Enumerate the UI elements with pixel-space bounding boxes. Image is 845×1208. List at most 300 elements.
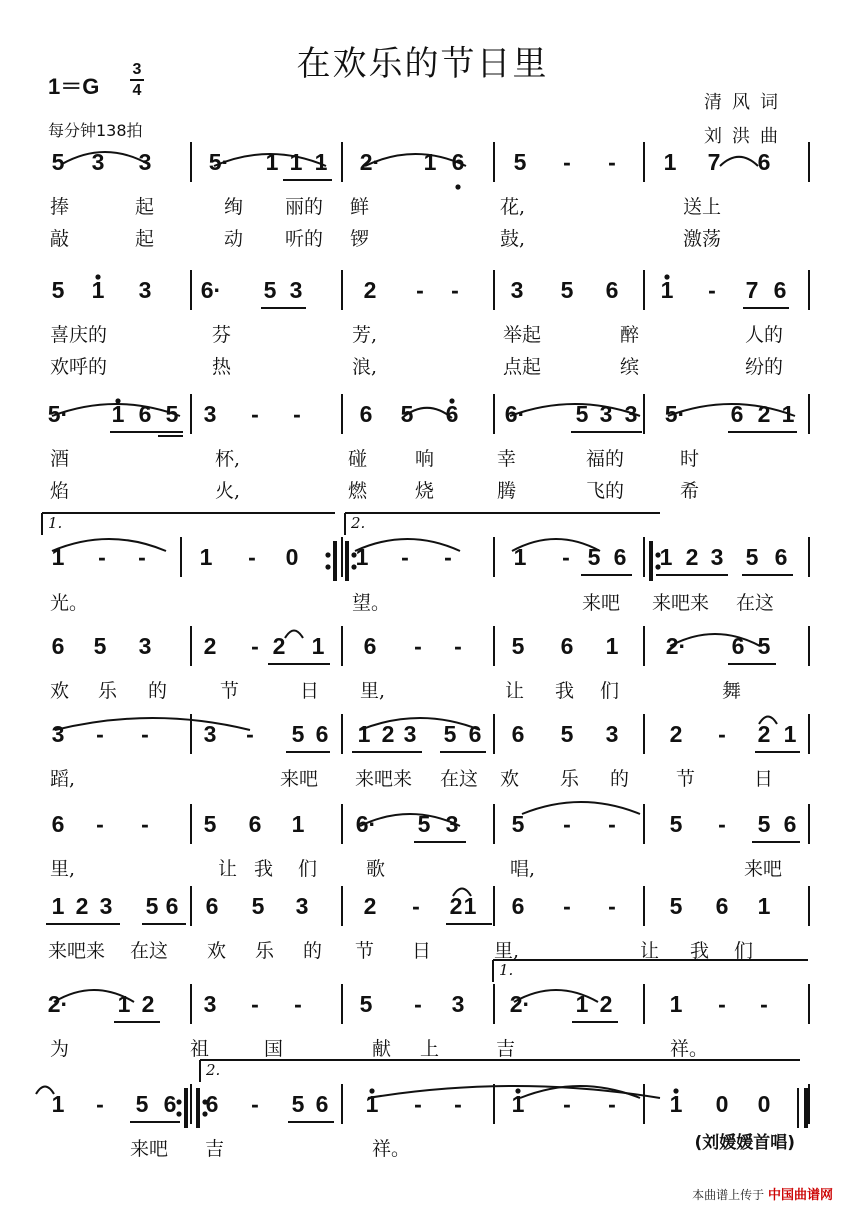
- note: 1: [669, 1091, 683, 1117]
- lyric-word: 捧: [50, 196, 70, 218]
- note: 5: [560, 721, 574, 747]
- barline: [493, 537, 495, 577]
- note: 6: [773, 277, 787, 303]
- staff-row: [0, 626, 845, 668]
- barline: [808, 270, 810, 310]
- lyric-word: 节: [676, 768, 696, 790]
- note: 3: [445, 811, 459, 837]
- note: 6: [451, 149, 465, 175]
- lyric-word: 动: [224, 228, 244, 250]
- note: 2: [685, 544, 699, 570]
- note: 6: [774, 544, 788, 570]
- note: 0: [285, 544, 299, 570]
- note: -: [608, 149, 616, 175]
- barline: [190, 886, 192, 926]
- note: 2: [363, 893, 377, 919]
- note: -: [96, 1091, 104, 1117]
- note: -: [708, 277, 716, 303]
- note: 1: [91, 277, 105, 303]
- note: 3: [295, 893, 309, 919]
- note: -: [401, 544, 409, 570]
- lyric-word: 日: [412, 940, 432, 962]
- barline: [190, 984, 192, 1024]
- lyric-word: 芳,: [352, 324, 378, 346]
- note: -: [608, 1091, 616, 1117]
- note: 1: [463, 893, 477, 919]
- note: 6: [445, 401, 459, 427]
- lyric-word: 来吧来: [652, 592, 710, 614]
- volta-label: 1.: [499, 961, 514, 979]
- lyricist-credit: 清风词: [704, 92, 788, 113]
- barline: [643, 804, 645, 844]
- lyric-word: 们: [734, 940, 754, 962]
- lyric-word: 望。: [352, 592, 391, 614]
- note: 5: [669, 811, 683, 837]
- note: 5: [757, 633, 771, 659]
- lyric-word: 歌: [366, 858, 386, 880]
- footer: [692, 1184, 833, 1203]
- barline: [341, 984, 343, 1024]
- lyric-word: 祖: [190, 1038, 210, 1060]
- note: 1: [289, 149, 303, 175]
- note: -: [246, 721, 254, 747]
- note: -: [563, 1091, 571, 1117]
- note: 3: [51, 721, 65, 747]
- note: -: [444, 544, 452, 570]
- lyric-word: 浪,: [352, 356, 378, 378]
- note: 6: [715, 893, 729, 919]
- note: 1: [513, 544, 527, 570]
- note: 3: [710, 544, 724, 570]
- note: 5·: [664, 401, 686, 427]
- note: 5: [93, 633, 107, 659]
- note: 6: [248, 811, 262, 837]
- note: 5: [135, 1091, 149, 1117]
- lyric-word: 光。: [50, 592, 89, 614]
- time-signature-bottom: 4: [132, 82, 142, 99]
- barline: [190, 394, 192, 434]
- barline: [643, 714, 645, 754]
- note: 6: [165, 893, 179, 919]
- note: 1: [51, 1091, 65, 1117]
- lyric-word: 点起: [503, 356, 542, 378]
- note: 3: [624, 401, 638, 427]
- barline: [808, 394, 810, 434]
- barline: [808, 984, 810, 1024]
- lyric-word: 里,: [50, 858, 76, 880]
- note: 5: [757, 811, 771, 837]
- note: -: [251, 401, 259, 427]
- lyric-word: 欢: [50, 680, 70, 702]
- lyric-word: 们: [600, 680, 620, 702]
- note: 5: [443, 721, 457, 747]
- note: 5: [511, 633, 525, 659]
- barline: [643, 270, 645, 310]
- note: 5: [511, 811, 525, 837]
- lyric-word: 燃: [348, 480, 368, 502]
- note: -: [248, 544, 256, 570]
- barline: [493, 714, 495, 754]
- note: 5: [575, 401, 589, 427]
- lyric-word: 芬: [212, 324, 232, 346]
- lyric-word: 听的: [285, 228, 324, 250]
- lyric-word: 腾: [497, 480, 517, 502]
- lyric-word: 的: [610, 768, 630, 790]
- note: 6: [511, 893, 525, 919]
- note: 1: [423, 149, 437, 175]
- barline: [341, 270, 343, 310]
- footer-upload-text: 本曲谱上传于: [692, 1188, 765, 1202]
- note: 3: [599, 401, 613, 427]
- barline: [643, 142, 645, 182]
- lyric-word: 的: [303, 940, 323, 962]
- lyric-word: 在这: [440, 768, 479, 790]
- note: 0: [757, 1091, 771, 1117]
- lyric-word: 来吧: [130, 1138, 169, 1160]
- barline: [493, 394, 495, 434]
- note: 6: [315, 1091, 329, 1117]
- lyric-word: 欢: [500, 768, 520, 790]
- lyric-word: 欢呼的: [50, 356, 108, 378]
- note: 1: [199, 544, 213, 570]
- barline: [180, 537, 182, 577]
- lyric-word: 里,: [494, 940, 520, 962]
- note: -: [414, 1091, 422, 1117]
- barline: [493, 1084, 495, 1124]
- lyric-word: 幸: [497, 448, 517, 470]
- note: 2: [757, 401, 771, 427]
- note: 1: [757, 893, 771, 919]
- note: 6: [363, 633, 377, 659]
- lyric-word: 节: [355, 940, 375, 962]
- note: 6: [51, 811, 65, 837]
- barline: [643, 537, 645, 577]
- lyric-word: 醉: [620, 324, 640, 346]
- note: 3: [203, 401, 217, 427]
- note: -: [451, 277, 459, 303]
- lyric-word: 祥。: [372, 1138, 411, 1160]
- lyric-word: 上: [420, 1038, 440, 1060]
- barline: [341, 142, 343, 182]
- note: 6: [163, 1091, 177, 1117]
- note: -: [412, 893, 420, 919]
- key-signature: 1＝G: [48, 74, 100, 99]
- composer-credit: 刘洪曲: [704, 126, 788, 147]
- barline: [190, 626, 192, 666]
- lyric-word: 响: [415, 448, 435, 470]
- lyric-word: 欢: [207, 940, 227, 962]
- note: 1: [663, 149, 677, 175]
- note: -: [608, 811, 616, 837]
- note: 6·: [355, 811, 377, 837]
- note: 6: [359, 401, 373, 427]
- note: 2: [363, 277, 377, 303]
- note: 1: [781, 401, 795, 427]
- note: 6: [560, 633, 574, 659]
- barline: [190, 142, 192, 182]
- note: -: [563, 893, 571, 919]
- note: -: [563, 149, 571, 175]
- lyric-word: 激荡: [683, 228, 722, 250]
- note: -: [414, 991, 422, 1017]
- lyric-word: 唱,: [510, 858, 536, 880]
- volta-label: 1.: [48, 514, 63, 532]
- barline: [190, 714, 192, 754]
- lyric-word: 来吧: [744, 858, 783, 880]
- note: 5·: [47, 401, 69, 427]
- note: 6·: [200, 277, 222, 303]
- note: -: [454, 1091, 462, 1117]
- lyric-word: 让: [640, 940, 660, 962]
- note: 3: [510, 277, 524, 303]
- lyric-word: 人的: [745, 324, 784, 346]
- lyric-word: 花,: [500, 196, 526, 218]
- note: 1: [575, 991, 589, 1017]
- note: -: [294, 991, 302, 1017]
- note: 1: [511, 1091, 525, 1117]
- note: 1: [51, 544, 65, 570]
- lyric-word: 鼓,: [500, 228, 526, 250]
- note: 6: [315, 721, 329, 747]
- note: -: [718, 721, 726, 747]
- note: 3: [99, 893, 113, 919]
- lyric-word: 让: [505, 680, 525, 702]
- barline: [808, 714, 810, 754]
- note: 1: [117, 991, 131, 1017]
- note: -: [138, 544, 146, 570]
- lyric-word: 时: [680, 448, 700, 470]
- lyric-word: 乐: [98, 680, 118, 702]
- note: -: [454, 633, 462, 659]
- note: -: [96, 811, 104, 837]
- note: 5: [51, 149, 65, 175]
- barline: [808, 537, 810, 577]
- note: 2·: [359, 149, 381, 175]
- note: -: [141, 721, 149, 747]
- barline: [808, 1084, 810, 1124]
- note: -: [562, 544, 570, 570]
- staff-row: [0, 142, 845, 184]
- song-title: 在欢乐的节日里: [296, 44, 549, 84]
- note: 5: [745, 544, 759, 570]
- barline: [643, 984, 645, 1024]
- note: 5: [291, 1091, 305, 1117]
- note: 6: [757, 149, 771, 175]
- note: 1: [355, 544, 369, 570]
- lyric-word: 热: [212, 356, 232, 378]
- lyric-word: 我: [690, 940, 710, 962]
- note: -: [251, 633, 259, 659]
- note: 3: [451, 991, 465, 1017]
- lyric-word: 希: [680, 480, 700, 502]
- barline: [643, 1084, 645, 1124]
- lyric-word: 我: [254, 858, 274, 880]
- barline: [190, 1084, 192, 1124]
- barline: [341, 537, 343, 577]
- barline: [341, 626, 343, 666]
- lyric-word: 飞的: [586, 480, 625, 502]
- note: 5: [400, 401, 414, 427]
- note: 6: [205, 893, 219, 919]
- note: 5: [165, 401, 179, 427]
- lyric-word: 送上: [683, 196, 722, 218]
- staff-row: [0, 714, 845, 756]
- barline: [493, 626, 495, 666]
- barline: [493, 270, 495, 310]
- note: 3: [138, 149, 152, 175]
- note: 5: [263, 277, 277, 303]
- lyric-word: 日: [300, 680, 320, 702]
- lyric-word: 在这: [130, 940, 169, 962]
- lyric-word: 丽的: [285, 196, 324, 218]
- note: 5: [251, 893, 265, 919]
- lyric-word: 乐: [255, 940, 275, 962]
- lyric-word: 来吧: [280, 768, 319, 790]
- note: 1: [365, 1091, 379, 1117]
- note: -: [141, 811, 149, 837]
- lyric-word: 国: [264, 1038, 284, 1060]
- note: 3: [203, 991, 217, 1017]
- lyric-word: 鲜: [350, 196, 370, 218]
- barline: [643, 886, 645, 926]
- lyric-word: 酒: [50, 448, 70, 470]
- lyric-word: 来吧来: [355, 768, 413, 790]
- staff-row: [0, 270, 845, 312]
- note: -: [718, 811, 726, 837]
- lyric-word: 的: [148, 680, 168, 702]
- note: 1: [659, 544, 673, 570]
- note: -: [760, 991, 768, 1017]
- note: 6: [468, 721, 482, 747]
- note: 3: [403, 721, 417, 747]
- lyric-word: 在这: [736, 592, 775, 614]
- note: 3: [138, 277, 152, 303]
- note: 3: [605, 721, 619, 747]
- lyric-word: 为: [50, 1038, 70, 1060]
- lyric-word: 来吧来: [48, 940, 106, 962]
- note: 2: [272, 633, 286, 659]
- lyric-word: 敲: [50, 228, 70, 250]
- lyric-word: 碰: [348, 448, 368, 470]
- lyric-word: 里,: [360, 680, 386, 702]
- lyric-word: 起: [135, 196, 155, 218]
- note: 3: [289, 277, 303, 303]
- barline: [341, 804, 343, 844]
- note: 5: [587, 544, 601, 570]
- note: 2: [75, 893, 89, 919]
- barline: [341, 886, 343, 926]
- note: 5: [669, 893, 683, 919]
- barline: [190, 804, 192, 844]
- note: -: [414, 633, 422, 659]
- note: -: [251, 1091, 259, 1117]
- barline: [493, 804, 495, 844]
- note: 5: [513, 149, 527, 175]
- barline: [341, 1084, 343, 1124]
- lyric-word: 举起: [503, 324, 542, 346]
- lyric-word: 吉: [205, 1138, 225, 1160]
- note: 1: [51, 893, 65, 919]
- lyric-word: 锣: [350, 228, 370, 250]
- lyric-word: 节: [220, 680, 240, 702]
- barline: [341, 394, 343, 434]
- note: 2: [757, 721, 771, 747]
- note: 6: [613, 544, 627, 570]
- barline: [643, 394, 645, 434]
- note: 2: [669, 721, 683, 747]
- note: 2: [599, 991, 613, 1017]
- barline: [493, 142, 495, 182]
- note: 1: [783, 721, 797, 747]
- staff-row: [0, 1084, 845, 1126]
- note: 2: [381, 721, 395, 747]
- note: -: [563, 811, 571, 837]
- lyric-word: 绚: [224, 196, 244, 218]
- lyric-word: 起: [135, 228, 155, 250]
- lyric-word: 福的: [586, 448, 625, 470]
- lyric-word: 来吧: [582, 592, 621, 614]
- lyric-word: 日: [754, 768, 774, 790]
- barline: [808, 804, 810, 844]
- staff-row: [0, 537, 845, 579]
- lyric-word: 缤: [620, 356, 640, 378]
- note: 6: [783, 811, 797, 837]
- lyric-word: 焰: [50, 480, 70, 502]
- note: 5: [359, 991, 373, 1017]
- note: 7: [745, 277, 759, 303]
- note: 6: [731, 633, 745, 659]
- note: 5: [417, 811, 431, 837]
- note: 5: [560, 277, 574, 303]
- note: 2·: [47, 991, 69, 1017]
- barline: [493, 886, 495, 926]
- barline: [341, 714, 343, 754]
- volta-label: 2.: [351, 514, 366, 532]
- lyric-word: 喜庆的: [50, 324, 108, 346]
- time-signature-top: 3: [132, 61, 142, 78]
- barline: [808, 142, 810, 182]
- lyric-word: 我: [555, 680, 575, 702]
- note: 2: [449, 893, 463, 919]
- note: 6: [730, 401, 744, 427]
- lyric-word: 们: [298, 858, 318, 880]
- note: 1: [357, 721, 371, 747]
- note: 7: [707, 149, 721, 175]
- note: 2·: [509, 991, 531, 1017]
- note: 2: [141, 991, 155, 1017]
- note: 6·: [504, 401, 526, 427]
- staff-row: [0, 804, 845, 846]
- note: 1: [314, 149, 328, 175]
- lyric-word: 祥。: [670, 1038, 709, 1060]
- lyric-word: 让: [218, 858, 238, 880]
- lyric-word: 烧: [415, 480, 435, 502]
- note: -: [98, 544, 106, 570]
- barline: [190, 270, 192, 310]
- staff-row: [0, 394, 845, 436]
- note: -: [608, 893, 616, 919]
- staff-row: [0, 984, 845, 1026]
- volta-label: 2.: [206, 1061, 221, 1079]
- lyric-word: 蹈,: [50, 768, 76, 790]
- note: 6: [138, 401, 152, 427]
- note: 2: [203, 633, 217, 659]
- note: 1: [291, 811, 305, 837]
- note: 6: [51, 633, 65, 659]
- note: 3: [203, 721, 217, 747]
- barline: [493, 984, 495, 1024]
- note: 1: [111, 401, 125, 427]
